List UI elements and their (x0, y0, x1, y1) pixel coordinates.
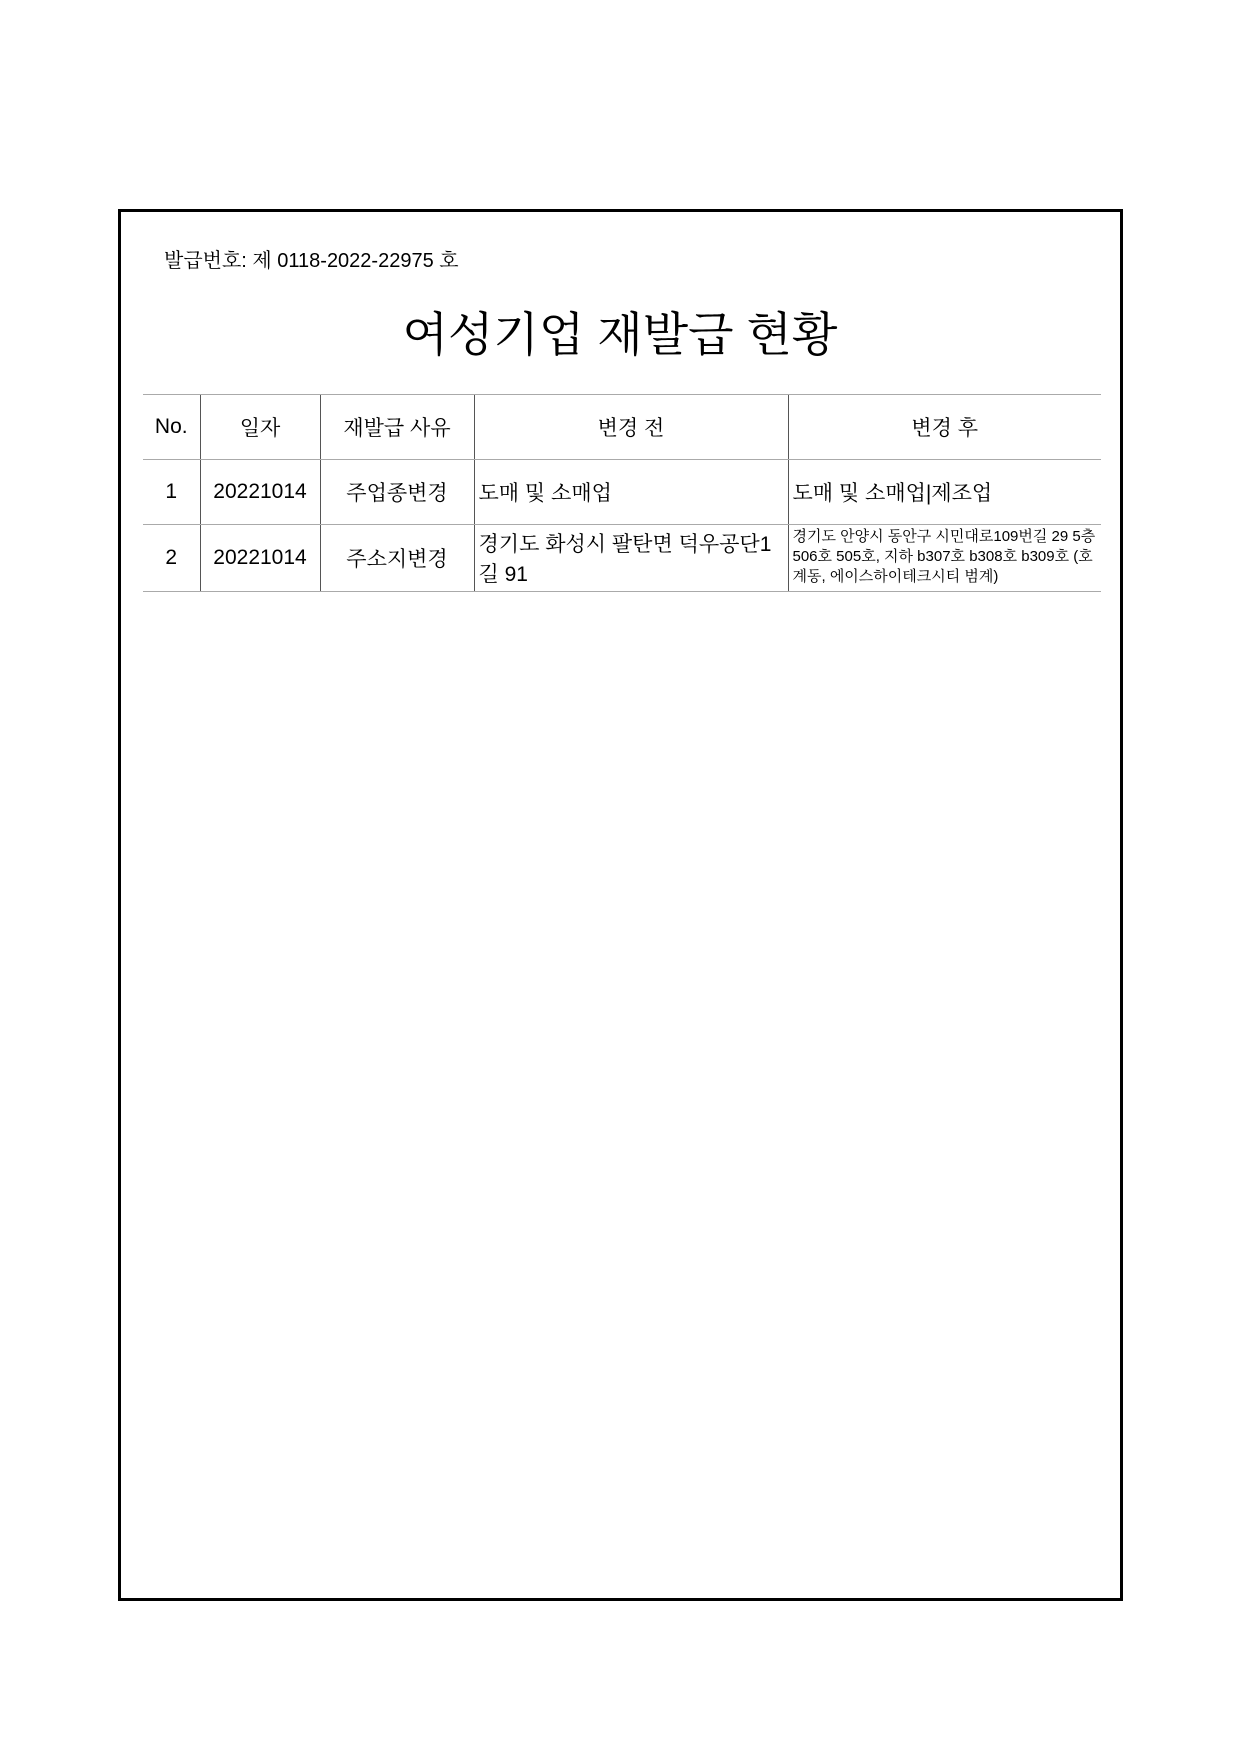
cell-no: 1 (143, 460, 200, 525)
page-title: 여성기업 재발급 현황 (402, 308, 838, 361)
cell-after: 도매 및 소매업|제조업 (788, 460, 1101, 525)
cell-after: 경기도 안양시 동안구 시민대로109번길 29 5층 506호 505호, 지하 b307호 b308호 b309호 (호계동, 에이스하이테크시티 범계) (788, 525, 1101, 592)
table-row (143, 460, 1101, 525)
cell-reason: 주소지변경 (320, 525, 474, 592)
cell-before: 경기도 화성시 팔탄면 덕우공단1길 91 (474, 525, 788, 592)
cell-date: 20221014 (200, 525, 320, 592)
cell-reason: 주업종변경 (320, 460, 474, 525)
table-header-row (143, 395, 1101, 460)
table-row (143, 525, 1101, 592)
header-after: 변경 후 (788, 395, 1101, 460)
header-before: 변경 전 (474, 395, 788, 460)
header-reason: 재발급 사유 (320, 395, 474, 460)
cell-date: 20221014 (200, 460, 320, 525)
header-no: No. (143, 395, 200, 460)
cell-no: 2 (143, 525, 200, 592)
cell-before: 도매 및 소매업 (474, 460, 788, 525)
issue-number: 발급번호: 제 0118-2022-22975 호 (164, 250, 459, 272)
header-date: 일자 (200, 395, 320, 460)
reissue-table (143, 394, 1101, 592)
